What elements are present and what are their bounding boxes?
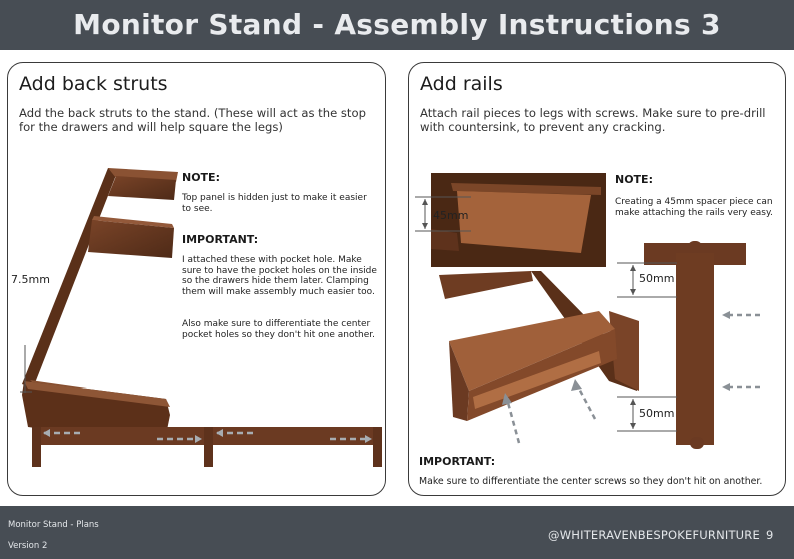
dimension-7-5mm: 7.5mm bbox=[11, 273, 50, 286]
dimension-line-left bbox=[20, 345, 34, 395]
screw-arrows-3d bbox=[497, 373, 607, 453]
add-rails-description: Attach rail pieces to legs with screws. Make sure to pre-drill with countersink, to prevent any cracking. bbox=[420, 106, 766, 134]
right-note-body: Creating a 45mm spacer piece can make attaching the rails very easy. bbox=[615, 197, 773, 218]
back-struts-front-view bbox=[32, 425, 384, 469]
back-struts-title: Add back struts bbox=[19, 73, 168, 95]
page-title: Monitor Stand - Assembly Instructions 3 bbox=[73, 8, 721, 41]
back-struts-description: Add the back struts to the stand. (These will act as the stop for the drawers and will help square the legs) bbox=[19, 106, 366, 134]
left-important-title: IMPORTANT: bbox=[182, 233, 259, 246]
add-rails-card bbox=[408, 62, 786, 496]
dimension-45mm: 45mm bbox=[433, 209, 469, 222]
left-note-body: Top panel is hidden just to make it easier to see. bbox=[182, 193, 367, 214]
dimension-50mm-top: 50mm bbox=[639, 272, 675, 285]
left-important-body-2: Also make sure to differentiate the center pocket holes so they don't hit one another. bbox=[182, 319, 376, 340]
right-note-title: NOTE: bbox=[615, 173, 653, 186]
footer-version: Version 2 bbox=[8, 541, 48, 551]
left-important-body-1: I attached these with pocket hole. Make sure to have the pocket holes on the inside so the drawers hide them later. Clamping them will make assembly much easier too. bbox=[182, 255, 377, 297]
add-rails-title: Add rails bbox=[420, 73, 503, 95]
page-header bbox=[0, 0, 794, 50]
footer-page-number: 9 bbox=[766, 528, 774, 542]
left-note-title: NOTE: bbox=[182, 171, 220, 184]
footer-social-handle: @WHITERAVENBESPOKEFURNITURE bbox=[548, 528, 760, 542]
right-important-title: IMPORTANT: bbox=[419, 455, 496, 468]
dimension-50mm-bottom: 50mm bbox=[639, 407, 675, 420]
back-struts-card bbox=[7, 62, 386, 496]
page-footer bbox=[0, 506, 794, 559]
footer-doc-name: Monitor Stand - Plans bbox=[8, 520, 99, 530]
right-important-body: Make sure to differentiate the center screws so they don't hit on another. bbox=[419, 476, 763, 487]
